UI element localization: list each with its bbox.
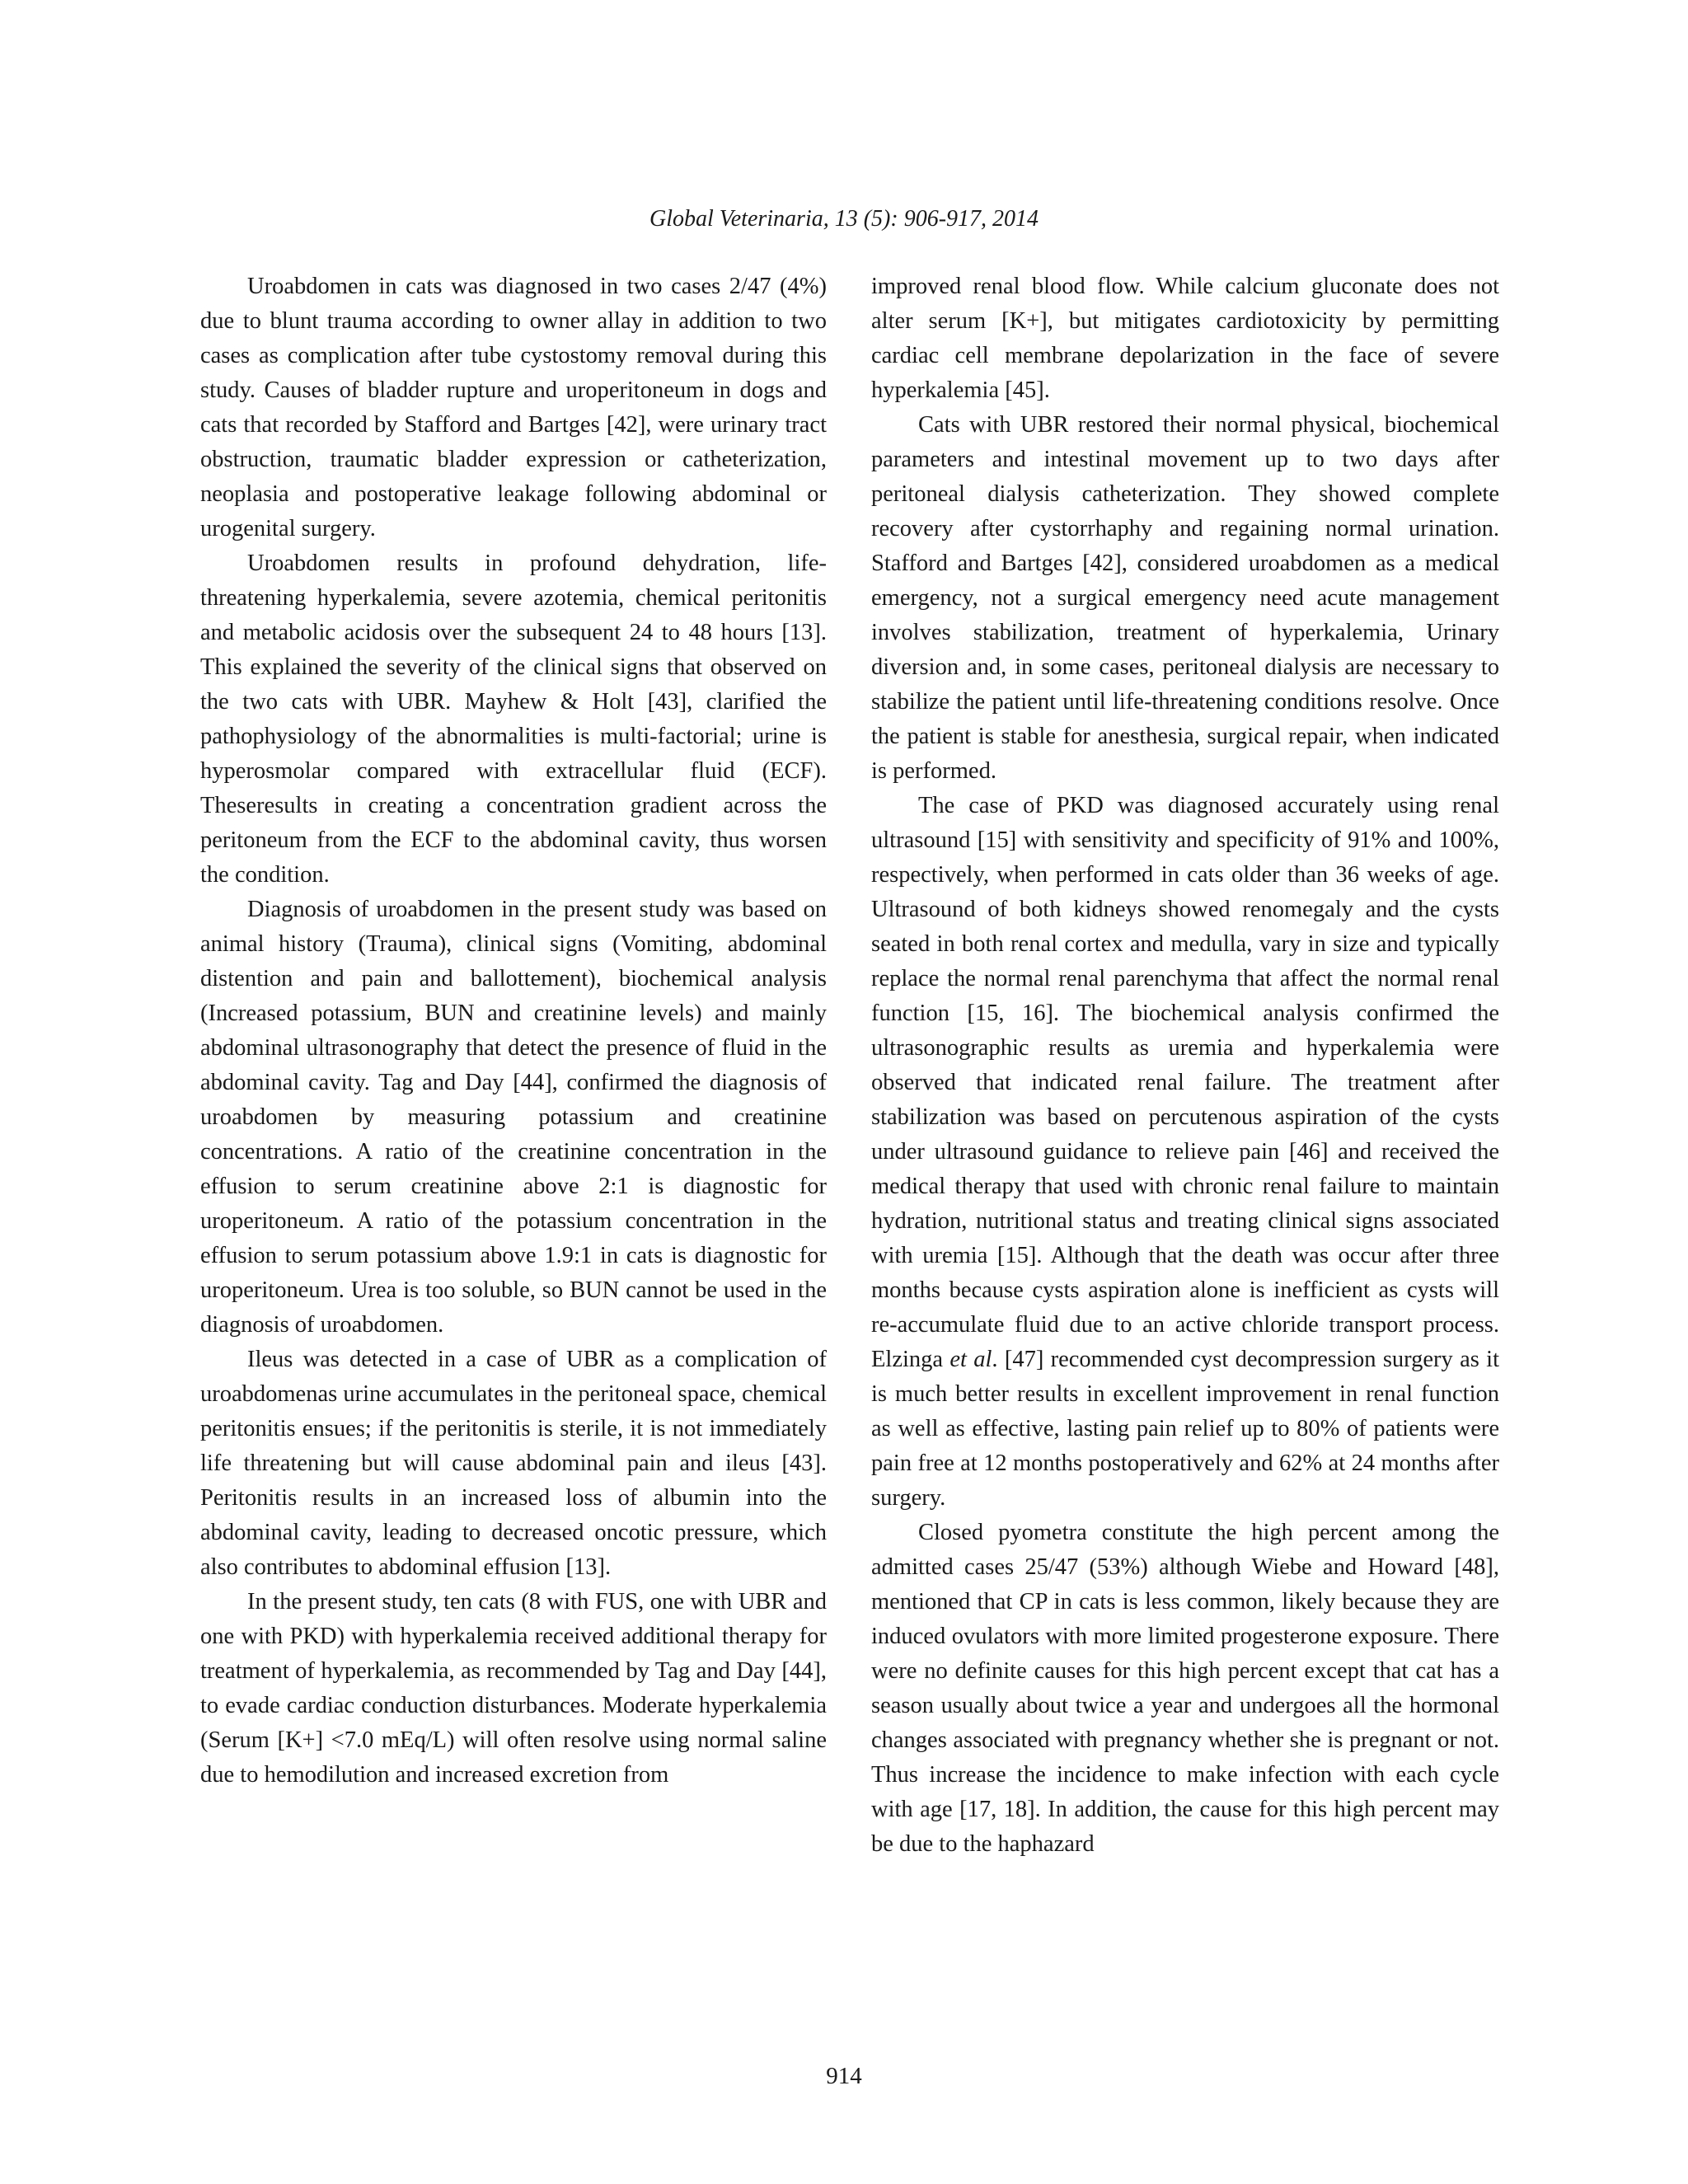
running-header: Global Veterinaria, 13 (5): 906-917, 2014 bbox=[649, 206, 1039, 232]
paragraph-uroabdomen-pathophysiology: Uroabdomen results in profound dehydration, life-threatening hyperkalemia, severe azotemia, chemical peritonitis and metabolic acidosis over the subsequent 24 to 48 hours [13]. This explained the severity of the clinical signs that observed on the two cats with UBR. Mayhew & Holt [43], clarified the pathophysiology of the abnormalities is multi-factorial; urine is hyperosmolar compared with extracellular fluid (ECF). Theseresults in creating a concentration gradient across the peritoneum from the ECF to the abdominal cavity, thus worsen the condition. bbox=[200, 551, 827, 888]
right-column bbox=[871, 269, 1499, 1862]
paragraph-ubr-recovery: Cats with UBR restored their normal physical, biochemical parameters and intestinal movement up to two days after peritoneal dialysis catheterization. They showed complete recovery after cystorrhaphy and regaining normal urination. Stafford and Bartges [42], considered uroabdomen as a medical emergency, not a surgical emergency need acute management involves stabilization, treatment of hyperkalemia, Urinary diversion and, in some cases, peritoneal dialysis are necessary to stabilize the patient until life-threatening conditions resolve. Once the patient is stable for anesthesia, surgical repair, when indicated is performed. bbox=[871, 412, 1499, 784]
left-column bbox=[200, 269, 827, 1793]
et-al-italic: et al bbox=[950, 1347, 992, 1372]
pkd-text-part1: The case of PKD was diagnosed accurately using renal ultrasound [15] with sensitivity and specificity of 91% and 100%, respectively, when performed in cats older than 36 weeks of age. Ultrasound of both kidneys showed renomegaly and the cysts seated in both renal cortex and medulla, vary in size and typically replace the normal renal parenchyma that affect the normal renal function [15, 16]. The biochemical analysis confirmed the ultrasonographic results as uremia and hyperkalemia were observed that indicated renal failure. The treatment after stabilization was based on percutenous aspiration of the cysts under ultrasound guidance to relieve pain [46] and received the medical therapy that used with chronic renal failure to maintain hydration, nutritional status and treating clinical signs associated with uremia [15]. Although that the death was occur after three months because cysts aspiration alone is inefficient as cysts will re-accumulate fluid due to an active chloride transport process. Elzinga bbox=[871, 793, 1499, 1372]
paragraph-uroabdomen-diagnosis: Diagnosis of uroabdomen in the present study was based on animal history (Trauma), clinical signs (Vomiting, abdominal distention and pain and ballottement), biochemical analysis (Increased potassium, BUN and creatinine levels) and mainly abdominal ultrasonography that detect the presence of fluid in the abdominal cavity. Tag and Day [44], confirmed the diagnosis of uroabdomen by measuring potassium and creatinine concentrations. A ratio of the creatinine concentration in the effusion to serum creatinine above 2:1 is diagnostic for uroperitoneum. A ratio of the potassium concentration in the effusion to serum potassium above 1.9:1 in cats is diagnostic for uroperitoneum. Urea is too soluble, so BUN cannot be used in the diagnosis of uroabdomen. bbox=[200, 897, 827, 1338]
page-number: 914 bbox=[826, 2063, 862, 2089]
paragraph-closed-pyometra: Closed pyometra constitute the high percent among the admitted cases 25/47 (53%) although Wiebe and Howard [48], mentioned that CP in cats is less common, likely because they are induced ovulators with more limited progesterone exposure. There were no definite causes for this high percent except that cat has a season usually about twice a year and undergoes all the hormonal changes associated with pregnancy whether she is pregnant or not. Thus increase the incidence to make infection with each cycle with age [17, 18]. In addition, the cause for this high percent may be due to the haphazard bbox=[871, 1520, 1499, 1857]
paragraph-hyperkalemia-therapy: In the present study, ten cats (8 with FUS, one with UBR and one with PKD) with hyperkalemia received additional therapy for treatment of hyperkalemia, as recommended by Tag and Day [44], to evade cardiac conduction disturbances. Moderate hyperkalemia (Serum [K+] <7.0 mEq/L) will often resolve using normal saline due to hemodilution and increased excretion from bbox=[200, 1589, 827, 1788]
paragraph-pkd bbox=[871, 789, 1499, 1516]
paragraph-uroabdomen-causes: Uroabdomen in cats was diagnosed in two cases 2/47 (4%) due to blunt trauma according to owner allay in addition to two cases as complication after tube cystostomy removal during this study. Causes of bladder rupture and uroperitoneum in dogs and cats that recorded by Stafford and Bartges [42], were urinary tract obstruction, traumatic bladder expression or catheterization, neoplasia and postoperative leakage following abdominal or urogenital surgery. bbox=[200, 274, 827, 541]
paragraph-ileus: Ileus was detected in a case of UBR as a complication of uroabdomenas urine accumulates in the peritoneal space, chemical peritonitis ensues; if the peritonitis is sterile, it is not immediately life threatening but will cause abdominal pain and ileus [43]. Peritonitis results in an increased loss of albumin into the abdominal cavity, leading to decreased oncotic pressure, which also contributes to abdominal effusion [13]. bbox=[200, 1347, 827, 1580]
pkd-text-part2: . [47] recommended cyst decompression surgery as it is much better results in excellent improvement in renal function as well as effective, lasting pain relief up to 80% of patients were pain free at 12 months postoperatively and 62% at 24 months after surgery. bbox=[871, 1347, 1499, 1511]
paragraph-continued-calcium: improved renal blood flow. While calcium gluconate does not alter serum [K+], but mitigates cardiotoxicity by permitting cardiac cell membrane depolarization in the face of severe hyperkalemia [45]. bbox=[871, 274, 1499, 403]
